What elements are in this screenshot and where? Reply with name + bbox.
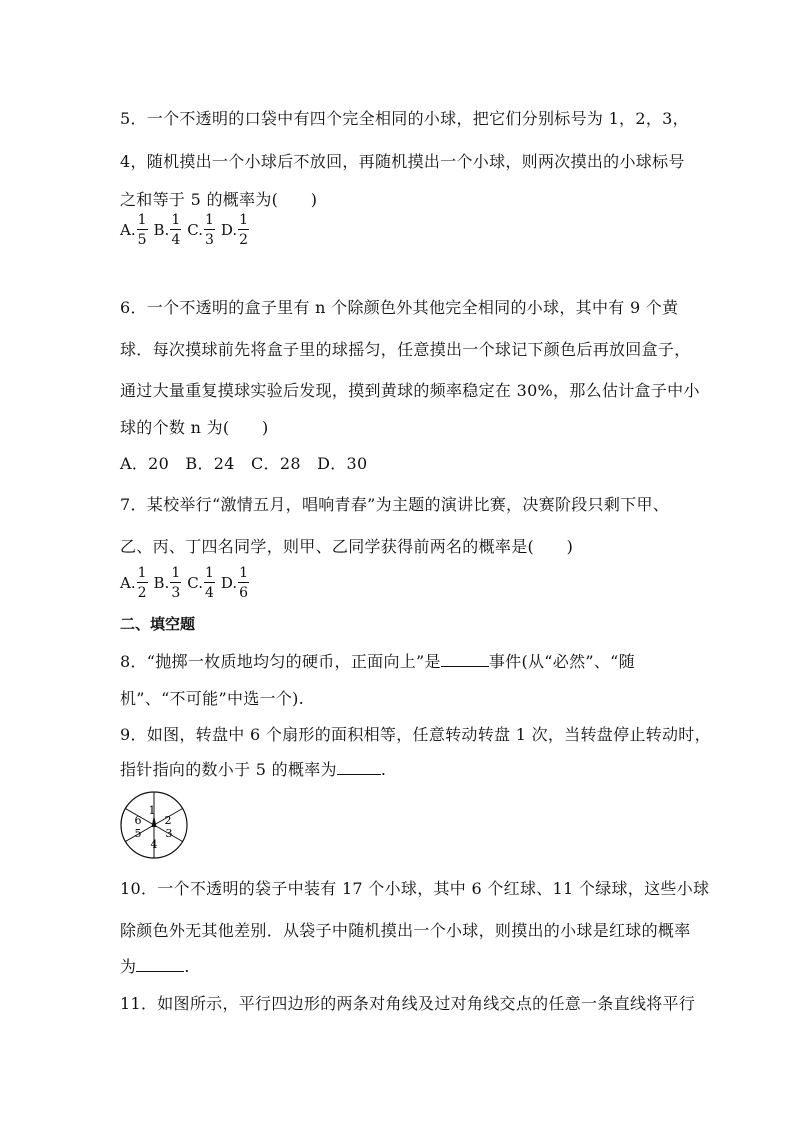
spinner-number-6: 6 — [134, 814, 142, 827]
q10-line-2: 除颜色外无其他差别．从袋子中随机摸出一个小球，则摸出的小球是红球的概率 — [120, 921, 691, 940]
q7-line-2: 乙、丙、丁四名同学，则甲、乙同学获得前两名的概率是( ) — [120, 537, 574, 556]
q5-line-3: 之和等于 5 的概率为( ) — [120, 190, 318, 209]
q7-choice-d: D. $\frac{1}{6}$ — [220, 565, 249, 601]
spinner-number-5: 5 — [134, 827, 142, 840]
q10-line-1: 10．一个不透明的袋子中装有 17 个小球，其中 6 个红球、11 个绿球，这些小球 — [120, 879, 710, 898]
q7-choice-a: A. $\frac{1}{2}$ — [120, 565, 147, 601]
answer-blank — [136, 957, 184, 972]
fraction: $\frac{1}{4}$ — [204, 565, 214, 601]
q5-choices — [120, 213, 255, 247]
q9-line-2: 指针指向的数小于 5 的概率为 . — [120, 760, 387, 779]
section-heading-fill-in: 二、填空题 — [120, 615, 196, 633]
q8-line-1: 8．“抛掷一枚质地均匀的硬币，正面向上”是 事件(从“必然”、“随 — [120, 652, 635, 671]
spinner-figure — [118, 789, 190, 861]
fraction: $\frac{1}{3}$ — [171, 565, 181, 601]
fraction: $\frac{1}{2}$ — [239, 212, 249, 248]
q7-line-1: 7．某校举行“激情五月，唱响青春”为主题的演讲比赛，决赛阶段只剩下甲、 — [120, 495, 670, 514]
q6-line-4: 球的个数 n 为( ) — [120, 418, 269, 437]
q8-line-2: 机”、“不可能”中选一个). — [120, 689, 305, 708]
q10-line-3: 为 . — [120, 957, 190, 976]
q7-choices — [120, 566, 255, 600]
q5-choice-c: C. $\frac{1}{3}$ — [187, 212, 214, 248]
fraction: $\frac{1}{4}$ — [171, 212, 181, 248]
answer-blank — [441, 652, 489, 667]
answer-blank — [337, 760, 381, 775]
q9-line-1: 9．如图，转盘中 6 个扇形的面积相等，任意转动转盘 1 次，当转盘停止转动时， — [120, 725, 711, 744]
q5-line-2: 4，随机摸出一个小球后不放回，再随机摸出一个小球，则两次摸出的小球标号 — [120, 152, 685, 171]
q5-line-1: 5．一个不透明的口袋中有四个完全相同的小球，把它们分别标号为 1，2，3， — [120, 109, 689, 128]
q5-choice-a: A. $\frac{1}{5}$ — [120, 212, 147, 248]
spinner-number-2: 2 — [164, 814, 172, 827]
q7-choice-b: B. $\frac{1}{3}$ — [153, 565, 181, 601]
fraction: $\frac{1}{5}$ — [137, 212, 147, 248]
q5-choice-d: D. $\frac{1}{2}$ — [220, 212, 249, 248]
fraction: $\frac{1}{6}$ — [239, 565, 249, 601]
fraction: $\frac{1}{2}$ — [137, 565, 147, 601]
q6-line-2: 球．每次摸球前先将盒子里的球摇匀，任意摸出一个球记下颜色后再放回盒子， — [120, 340, 691, 359]
q7-choice-c: C. $\frac{1}{4}$ — [187, 565, 214, 601]
q5-choice-b: B. $\frac{1}{4}$ — [153, 212, 181, 248]
spinner-number-3: 3 — [165, 827, 173, 840]
q6-line-1: 6．一个不透明的盒子里有 n 个除颜色外其他完全相同的小球，其中有 9 个黄 — [120, 298, 679, 317]
q6-choices: A．20 B．24 C．28 D．30 — [120, 454, 368, 473]
spinner-number-4: 4 — [150, 838, 158, 851]
q6-line-3: 通过大量重复摸球实验后发现，摸到黄球的频率稳定在 30%，那么估计盒子中小 — [120, 381, 700, 400]
spinner-number-1: 1 — [148, 804, 156, 817]
q11-line-1: 11．如图所示，平行四边形的两条对角线及过对角线交点的任意一条直线将平行 — [120, 994, 696, 1013]
fraction: $\frac{1}{3}$ — [204, 212, 214, 248]
